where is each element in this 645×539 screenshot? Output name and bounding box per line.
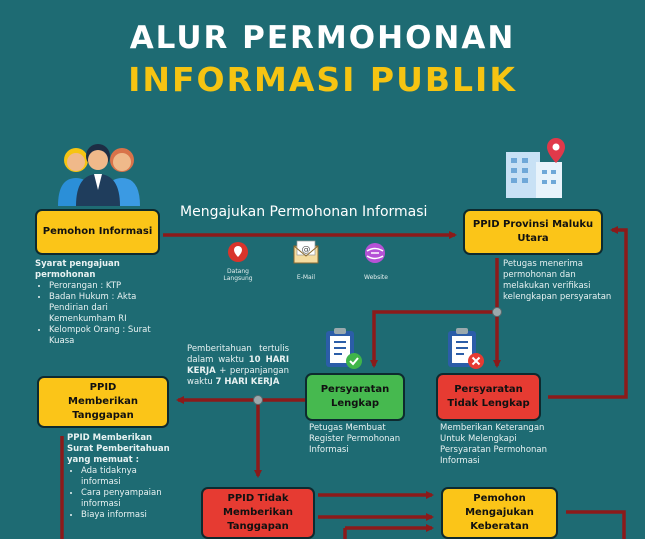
surat-item: • Ada tidaknya informasi [81,466,177,488]
channel-website: Website [364,274,388,281]
channel-datang: Datang Langsung [223,268,253,282]
channel-email: E-Mail [296,274,316,281]
persyaratan-lengkap-box: Persyaratan Lengkap [305,373,405,421]
pemberitahuan-days: 10 HARI KERJA [187,355,289,376]
ppid-provinsi-box: PPID Provinsi Maluku Utara [463,209,603,255]
arrow-feedback [548,230,626,397]
register-note: Petugas Membuat Register Permohonan Informasi [309,423,401,455]
persyaratan-tidak-lengkap-box: Persyaratan Tidak Lengkap [436,373,541,421]
title-line-2: INFORMASI PUBLIK [128,60,517,99]
website-icon [364,242,386,264]
pemohon-keberatan-box: Pemohon Mengajukan Keberatan [441,487,558,539]
syarat-item: • Badan Hukum : Akta Pendirian dari Kemenkumham RI [49,292,170,325]
surat-item: • Cara penyampaian informasi [81,488,177,510]
clipboard-cross-icon [444,328,486,370]
pemberitahuan-note [187,344,289,388]
pemberitahuan-text-1: Pemberitahuan tertulis dalam waktu [187,344,289,365]
surat-item: • Biaya informasi [81,510,177,521]
surat-title: PPID Memberikan Surat Pemberitahuan yang memuat : [67,433,170,465]
pemberitahuan-text-2: + perpanjangan waktu [187,366,289,387]
ppid-tidak-memberikan-tanggapan-box: PPID Tidak Memberikan Tanggapan [201,487,315,539]
people-icon [50,140,162,206]
petugas-menerima-note: Petugas menerima permohonan dan melakukan verifikasi kelengkapan persyaratan [503,259,612,302]
syarat-title: Syarat pengajuan permohonan [35,259,120,280]
syarat-note [35,259,170,347]
pemohon-informasi-box: Pemohon Informasi [35,209,160,255]
building-icon [500,138,572,198]
location-pin-icon [228,242,248,266]
flow-label: Mengajukan Permohonan Informasi [180,204,428,220]
syarat-item: • Kelompok Orang : Surat Kuasa [49,325,170,347]
surat-note [67,433,177,521]
svg-text:@: @ [301,245,311,255]
clipboard-check-icon [322,328,364,370]
pemberitahuan-extension: 7 HARI KERJA [215,377,280,387]
email-icon [293,240,319,264]
ppid-memberikan-tanggapan-box: PPID Memberikan Tanggapan [37,376,169,428]
keterangan-note: Memberikan Keterangan Untuk Melengkapi Persyaratan Permohonan Informasi [440,423,547,466]
title-line-1: ALUR PERMOHONAN [129,20,516,56]
syarat-item: • Perorangan : KTP [49,281,170,292]
